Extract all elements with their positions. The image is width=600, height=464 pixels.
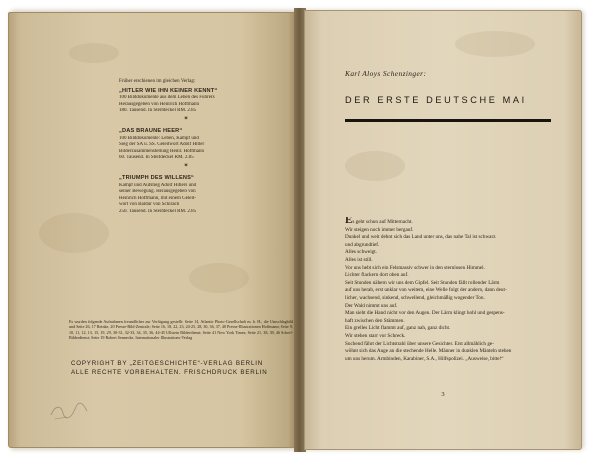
body-line: Lichter flackern dort oben auf. [345, 272, 409, 279]
body-line: Wir stehen starr vor Schreck. [345, 332, 406, 339]
body-line: Alles ist still. [345, 256, 373, 263]
body-line: haft zwischen den Stämmen. [345, 317, 405, 324]
publisher-entry-line: wort von Baldur von Schirach [119, 202, 180, 208]
publisher-entry-line: Bilderzusammenstellung Heinr. Hoffmann [119, 148, 205, 154]
publisher-entry-line: Heinrich Hoffmann, mit einem Geleit- [119, 195, 196, 201]
publisher-entry-title: „DAS BRAUNE HEER“ [119, 127, 183, 134]
chapter-title: DER ERSTE DEUTSCHE MAI [345, 95, 527, 105]
body-line: Ein grelles Licht flammt auf, ganz nah, ganz dicht. [345, 325, 451, 332]
body-line: Wir steigen noch immer bergauf. [345, 226, 414, 233]
body-line-text: s geht schon auf Mitternacht. [352, 219, 413, 225]
paper-stain [39, 213, 109, 253]
body-line: Vor uns hebt sich ein Felsmassiv schwer in den sternlosen Himmel. [345, 264, 485, 271]
paper-stain [189, 263, 249, 293]
body-line: um uns herum. Armbinden, Karabiner, S.A., Hilfspolizei. „Ausweise, bitte!“ [345, 355, 504, 362]
title-rule [345, 119, 551, 122]
publisher-list [119, 79, 253, 222]
page-number: 3 [441, 391, 445, 398]
publisher-entry-title: „HITLER WIE IHN KEINER KENNT“ [119, 87, 218, 94]
body-line: Alles schweigt. [345, 249, 377, 256]
body-line: und abgrundtief. [345, 241, 380, 248]
publisher-entry-line: 100 Bilddokumente: Leben, Kampf und [119, 135, 199, 141]
body-line: auf uns herab, erst unklar von weitem, eine Welle folgt der andern, dann deut- [345, 287, 507, 294]
publisher-entry [119, 175, 253, 216]
open-book [8, 8, 584, 450]
body-line: Seit Stunden nähern wir uns dem Gipfel. Seit Stunden fällt rollender Lärm [345, 279, 500, 286]
body-line: Der Wald nimmt uns auf. [345, 302, 398, 309]
publisher-entry-line: Sieg der SA u. SS. Geleitwort Adolf Hitler [119, 142, 205, 148]
left-page [8, 12, 298, 448]
pencil-scribble [49, 399, 89, 423]
publisher-entry [119, 88, 253, 122]
author-name: Karl Aloys Schenzinger: [345, 69, 427, 78]
drop-cap: E [345, 217, 353, 226]
body-line: Man sieht die Hand nicht vor den Augen. Der Lärm klingt hohl und gespens- [345, 310, 505, 317]
body-line: Dunkel und weit dehnt sich das Land unter uns, das nahe Tal ist schwarz [345, 234, 496, 241]
paper-stain [69, 43, 119, 63]
paper-stain [455, 31, 535, 57]
publisher-intro: Früher erschienen im gleichen Verlag: [119, 79, 196, 84]
copyright-line: COPYRIGHT BY „ZEITGESCHICHTE“-VERLAG BERLIN [71, 360, 263, 367]
publisher-entry-line: 60. Tausend. In Steifdeckel RM. 2.85 [119, 155, 194, 161]
photo-credits: Es wurden folgende Aufnahmen freundlicher zur Verfügung gestellt: Seite 14, Atlantic Photo-Gesellschaft m. b. H.; die Umschlagbild und Seite 26, 17 Reinke, 20 Presse-Bild-Zentrale; Seite 16, 18, 22, 23, 24-25, 28, 30, 36, 37, 40 Presse-Illustrationen Hoffmann; Seite 9, 10, 11, 12, 13, 15, 19, 29, 30-31, 32-33, 34, 35, 36, 44-45 Ullstein Bilderdienst; Seite 41 New York Times; Seite 21, 38, 39, 46 Scherl-Bilderdienst; Seite 19 Robert Sennecke, Internationaler Illustrations-Verlag [69, 319, 293, 340]
copyright-notice [71, 359, 293, 377]
separator-star: ✶ [183, 162, 189, 169]
right-page [304, 10, 582, 450]
publisher-entry-line: Kampf und Aufstieg Adolf Hitlers und [119, 182, 197, 188]
publisher-entry-line: seiner Bewegung. Herausgegeben von [119, 189, 196, 195]
body-line: Suchend fährt der Lichtstrahl über unsere Gesichter. Erst allmählich ge- [345, 340, 494, 347]
publisher-entry-line: 250. Tausend. In Steifdeckel RM. 2.85 [119, 208, 197, 214]
paper-stain [345, 151, 405, 181]
body-line [345, 217, 557, 227]
copyright-line: ALLE RECHTE VORBEHALTEN. FRISCHDRUCK BERLIN [71, 369, 268, 376]
publisher-entry-line: 100 Bilddokumente aus dem Leben des Führers [119, 95, 215, 101]
publisher-entry [119, 128, 253, 169]
publisher-entry-line: 180. Tausend. In Steifdeckel RM. 2.85 [119, 108, 197, 114]
body-line: licher, wachsend, sinkend, schwellend, gleichmäßig wogender Ton. [345, 294, 485, 301]
publisher-entry-title: „TRIUMPH DES WILLENS“ [119, 174, 195, 181]
separator-star: ✶ [183, 115, 189, 122]
body-text [345, 217, 557, 363]
publisher-entry-line: Herausgegeben von Heinrich Hoffmann [119, 101, 200, 107]
body-line: wöhnt sich das Auge an die stechende Helle. Männer in dunklen Mänteln stehen [345, 348, 512, 355]
